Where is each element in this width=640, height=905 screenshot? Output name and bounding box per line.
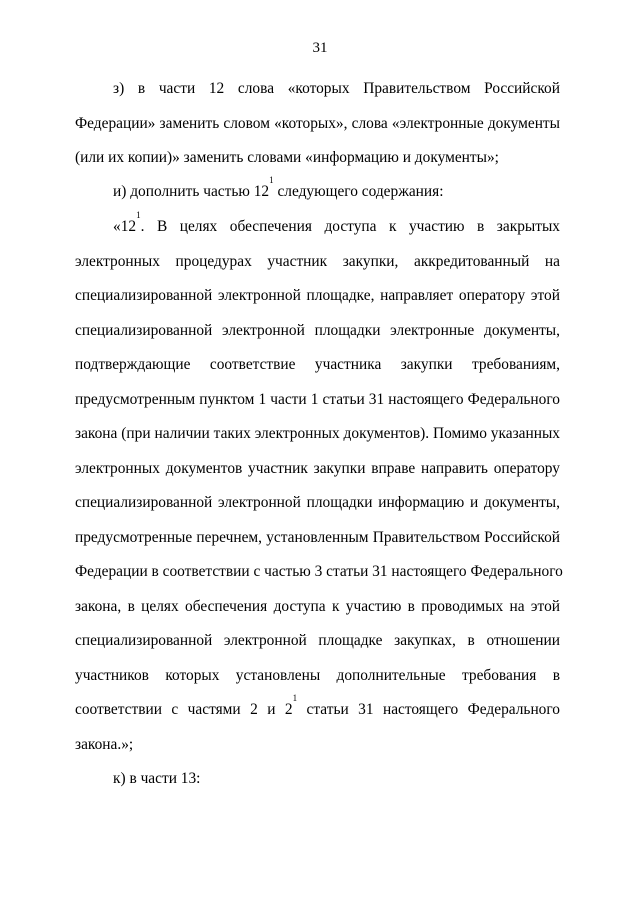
clause-12-1-line-16: закона.»; [75, 736, 134, 753]
superscript: 1 [292, 693, 298, 703]
clause-12-1-line-5: подтверждающие соответствие участника закупки требованиям, [75, 356, 560, 373]
clause-12-1-line-15 [75, 693, 560, 719]
clause-12-1-line-8: электронных документов участник закупки вправе направить оператору [75, 460, 560, 477]
superscript: 1 [269, 175, 274, 185]
superscript: 1 [136, 210, 141, 220]
paragraph-i-line-1 [113, 175, 560, 201]
clause-12-1-line-9: специализированной электронной площадки информацию и документы, [75, 494, 560, 511]
clause-12-1-line-3: специализированной электронной площадке, направляет оператору этой [75, 287, 560, 304]
clause-12-1-line-4: специализированной электронной площадки электронные документы, [75, 322, 560, 339]
paragraph-z-line-2: Федерации» заменить словом «которых», слова «электронные документы [75, 115, 560, 132]
clause-12-1-line-6: предусмотренным пунктом 1 части 1 статьи 31 настоящего Федерального [75, 391, 560, 408]
paragraph-k-line-1: к) в части 13: [113, 770, 201, 787]
clause-12-1-text: . В целях обеспечения доступа к участию в закрытых [140, 218, 560, 235]
clause-12-1-line-1 [113, 210, 560, 236]
paragraph-z-line-3: (или их копии)» заменить словами «информацию и документы»; [75, 149, 499, 166]
clause-12-1-line-2: электронных процедурах участник закупки, аккредитованный на [75, 253, 560, 270]
clause-12-1-line-10: предусмотренные перечнем, установленным Правительством Российской [75, 529, 560, 546]
page-number: 31 [312, 40, 328, 56]
clause-12-1-line-12: закона, в целях обеспечения доступа к участию в проводимых на этой [75, 598, 560, 615]
clause-12-1-line-14: участников которых установлены дополнительные требования в [75, 667, 560, 684]
clause-12-1-text-start: соответствии с частями 2 и 2 [75, 701, 293, 718]
clause-12-1-line-13: специализированной электронной площадке закупках, в отношении [75, 632, 560, 649]
paragraph-i-text-start: и) дополнить частью 12 [113, 183, 270, 200]
paragraph-z-line-1: з) в части 12 слова «которых Правительством Российской [113, 80, 560, 97]
clause-12-1-line-7: закона (при наличии таких электронных документов). Помимо указанных [75, 425, 560, 442]
clause-12-1-text-end: статьи 31 настоящего Федерального [297, 701, 560, 718]
clause-12-1-number: «12 [113, 218, 137, 235]
clause-12-1-line-11: Федерации в соответствии с частью 3 статьи 31 настоящего Федерального [75, 563, 563, 580]
paragraph-i-text-end: следующего содержания: [273, 183, 444, 200]
